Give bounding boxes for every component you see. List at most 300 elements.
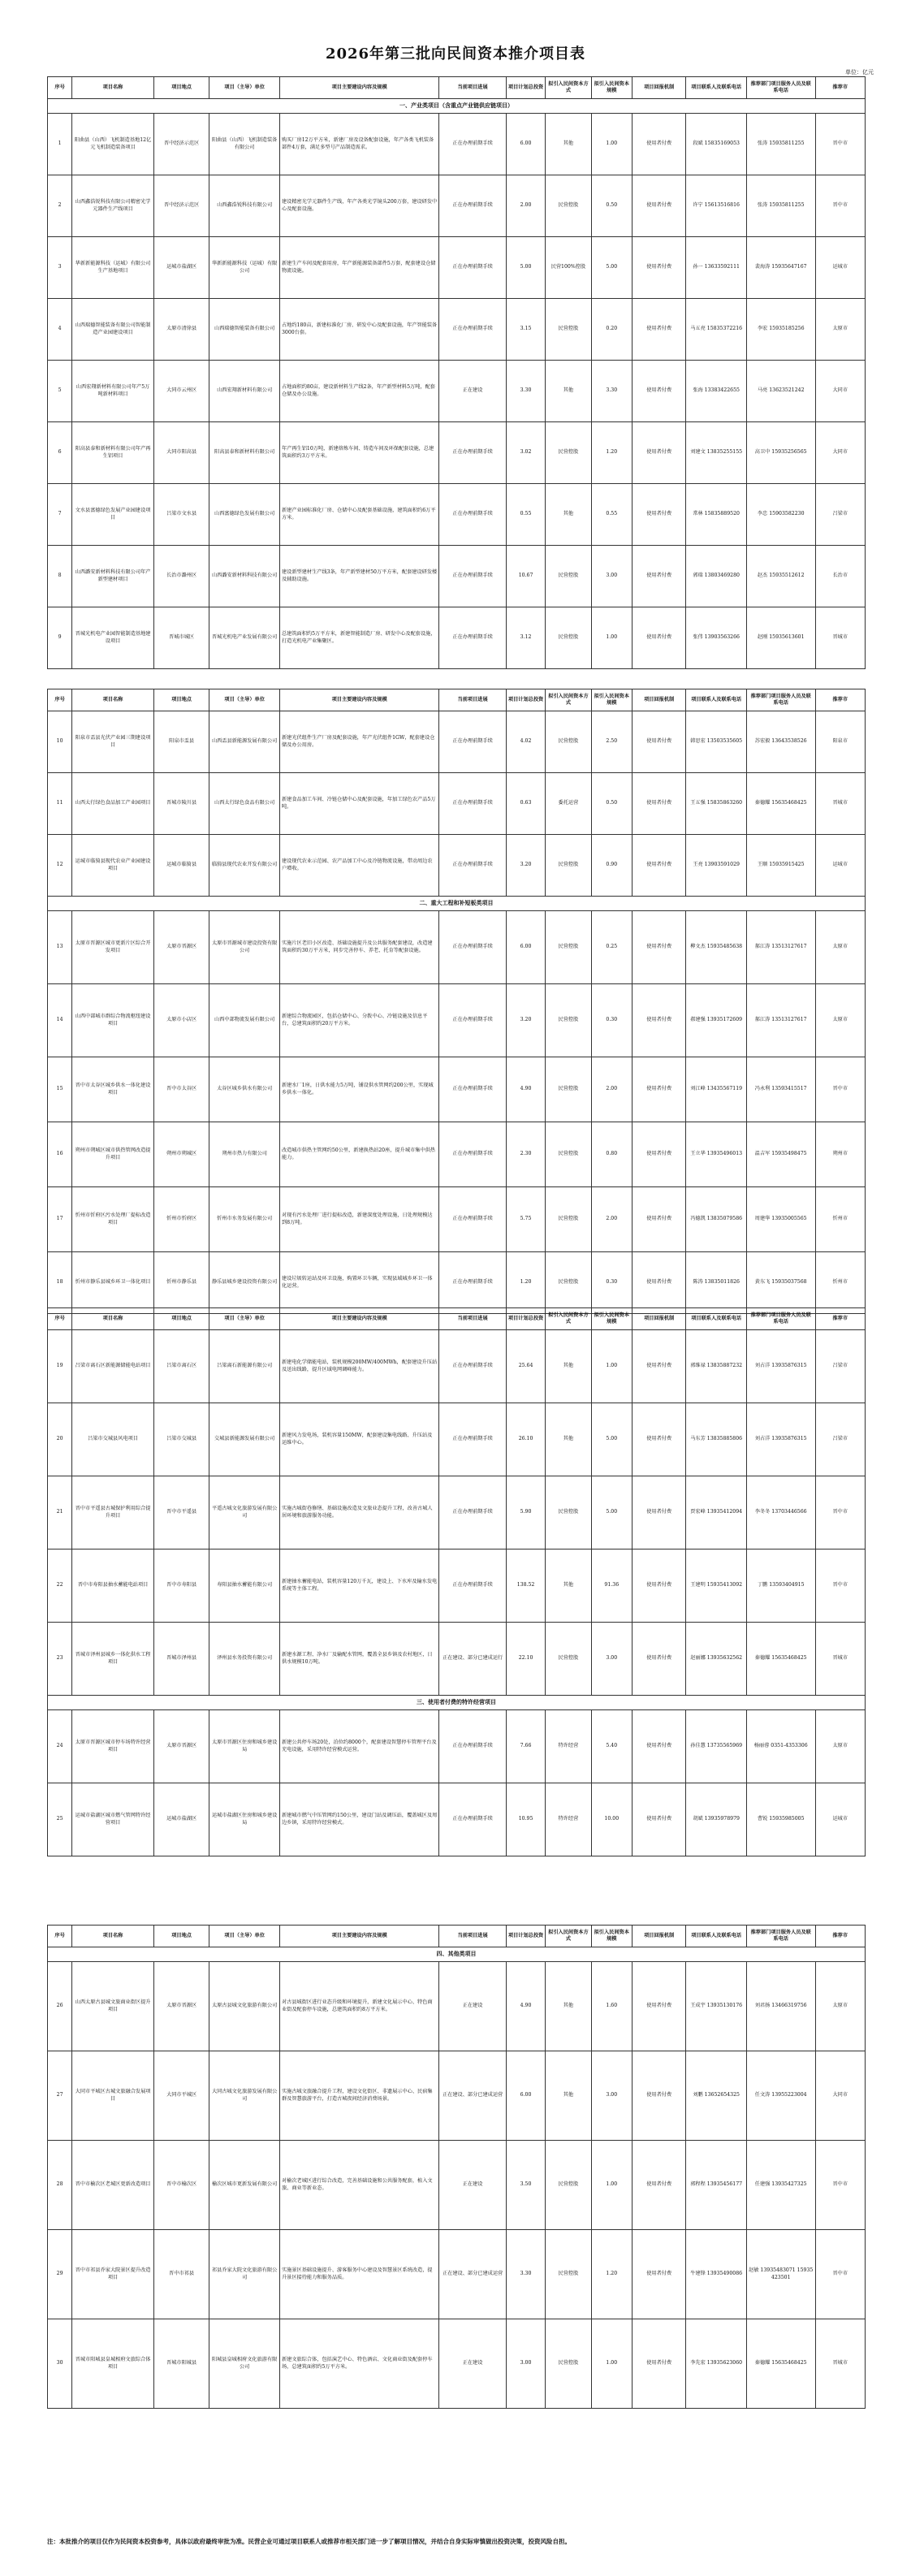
cell-owner: 太原市晋源城市建设投资有限公司 [209, 911, 280, 984]
cell-contact: 郭程程 13935456177 [686, 2141, 747, 2230]
cell-no: 30 [48, 2319, 72, 2409]
cell-desc: 新建综合物流园区，包括仓储中心、分拨中心、冷链设施及信息平台，总建筑面积约20万平方米。 [279, 984, 438, 1057]
table-row [48, 1187, 866, 1252]
cell-loc: 大同市阳高县 [153, 422, 209, 484]
cell-no: 21 [48, 1476, 72, 1549]
cell-inv: 3.00 [506, 2319, 545, 2409]
table-row [48, 711, 866, 773]
cell-name: 晋城光机电产业园智能制造基地建设项目 [72, 607, 154, 669]
cell-no: 25 [48, 1783, 72, 1856]
cell-name: 忻州市忻府区污水处理厂提标改造项目 [72, 1187, 154, 1252]
cell-mode: 民营控股 [546, 1476, 591, 1549]
cell-contact: 郝建强 13935172609 [686, 984, 747, 1057]
cell-scale: 5.00 [591, 1403, 632, 1476]
table-row [48, 484, 866, 546]
cell-service: 李忠 15903582230 [746, 484, 815, 546]
column-header: 拟引入民间资本方式 [546, 1926, 591, 1947]
cell-mode: 民营控股 [546, 2230, 591, 2319]
cell-loc: 晋中市平遥县 [153, 1476, 209, 1549]
cell-no: 18 [48, 1252, 72, 1314]
cell-stage: 正在办理前期手续 [439, 984, 507, 1057]
column-header: 项目主要建设内容及规模 [279, 1308, 438, 1330]
cell-loc: 晋城市城区 [153, 607, 209, 669]
cell-service: 冯永利 13593415517 [746, 1057, 815, 1122]
cell-contact: 刘建文 13835255155 [686, 422, 747, 484]
cell-scale: 0.80 [591, 1122, 632, 1187]
project-table-page-3 [47, 1307, 866, 1856]
column-header: 项目回报机制 [632, 77, 685, 99]
cell-desc: 新建水厂1座，日供水能力5万吨，铺设供水管网约200公里，实现城乡供水一体化。 [279, 1057, 438, 1122]
cell-loc: 大同市平城区 [153, 2051, 209, 2141]
project-table-page-4 [47, 1925, 866, 2409]
cell-inv: 4.90 [506, 1962, 545, 2051]
cell-ret: 使用者付费 [632, 1330, 685, 1403]
cell-no: 5 [48, 361, 72, 422]
cell-contact: 刘江峰 13435567119 [686, 1057, 747, 1122]
cell-no: 7 [48, 484, 72, 546]
project-table-page-1 [47, 76, 866, 669]
cell-contact: 柳文杰 15935485638 [686, 911, 747, 984]
cell-ret: 使用者付费 [632, 175, 685, 237]
column-header: 项目联系人及联系电话 [686, 689, 747, 711]
cell-city: 太原市 [815, 1710, 866, 1783]
cell-desc: 建设现代农业示范园、农产品加工中心及冷链物流设施，带动周边农户增收。 [279, 835, 438, 897]
cell-service: 赵敏 13935483071 15935423501 [746, 2230, 815, 2319]
cell-city: 阳泉市 [815, 711, 866, 773]
cell-name: 华新新能源科技（运城）有限公司生产基地项目 [72, 237, 154, 299]
cell-service: 刘占洋 13935876315 [746, 1403, 815, 1476]
cell-service: 温吉军 15935498475 [746, 1122, 815, 1187]
cell-scale: 2.00 [591, 1187, 632, 1252]
cell-inv: 138.52 [506, 1549, 545, 1623]
table-row [48, 607, 866, 669]
cell-stage: 正在办理前期手续 [439, 1403, 507, 1476]
cell-ret: 使用者付费 [632, 984, 685, 1057]
table-row [48, 299, 866, 361]
column-header: 项目计划总投资 [506, 77, 545, 99]
cell-no: 27 [48, 2051, 72, 2141]
header-row [48, 77, 866, 99]
cell-mode: 民营控股 [546, 1122, 591, 1187]
cell-no: 13 [48, 911, 72, 984]
cell-mode: 其他 [546, 1549, 591, 1623]
cell-ret: 使用者付费 [632, 2319, 685, 2409]
cell-city: 晋中市 [815, 175, 866, 237]
cell-ret: 使用者付费 [632, 422, 685, 484]
cell-mode: 民营控股 [546, 175, 591, 237]
cell-no: 9 [48, 607, 72, 669]
cell-mode: 民营控股 [546, 2319, 591, 2409]
table-row [48, 2141, 866, 2230]
column-header: 推荐部门项目服务人员及联系电话 [746, 1308, 815, 1330]
section-title: 二、重大工程和补短板类项目 [48, 897, 866, 911]
cell-no: 11 [48, 773, 72, 835]
cell-scale: 3.00 [591, 1623, 632, 1696]
cell-desc: 总建筑面积约5万平方米，新建智能制造厂房、研发中心及配套设施，打造光机电产业集聚区。 [279, 607, 438, 669]
cell-inv: 4.02 [506, 711, 545, 773]
cell-scale: 1.20 [591, 422, 632, 484]
cell-loc: 太原市晋源区 [153, 911, 209, 984]
cell-service: 苏宏毅 13643538526 [746, 711, 815, 773]
cell-stage: 正在建设、部分已建成运行 [439, 1623, 507, 1696]
cell-owner: 榆次区城市更新发展有限公司 [209, 2141, 280, 2230]
cell-desc: 新建公共停车场20处，泊位约8000个，配套建设智慧停车管理平台及充电设施，采用特许经营模式运营。 [279, 1710, 438, 1783]
table-row [48, 2051, 866, 2141]
cell-service: 王顺 15935915425 [746, 835, 815, 897]
cell-city: 晋中市 [815, 114, 866, 175]
cell-stage: 正在办理前期手续 [439, 711, 507, 773]
cell-name: 阳曲县（山西）飞机制造基地12亿元飞机制造装备项目 [72, 114, 154, 175]
cell-desc: 实施古城文旅融合提升工程，建设文化街区、非遗展示中心、民宿集群及智慧旅游平台，打造古城夜间经济消费场景。 [279, 2051, 438, 2141]
cell-ret: 使用者付费 [632, 2141, 685, 2230]
cell-inv: 3.30 [506, 2230, 545, 2319]
column-header: 项目计划总投资 [506, 689, 545, 711]
cell-loc: 晋中市寿阳县 [153, 1549, 209, 1623]
cell-owner: 山西宏翔新材料有限公司 [209, 361, 280, 422]
header-row [48, 1308, 866, 1330]
cell-no: 19 [48, 1330, 72, 1403]
section-title: 三、使用者付费的特许经营项目 [48, 1696, 866, 1710]
cell-name: 山西太原古县城文旅商业街区提升项目 [72, 1962, 154, 2051]
table-row [48, 1252, 866, 1314]
cell-scale: 91.36 [591, 1549, 632, 1623]
cell-owner: 临猗县现代农业开发有限公司 [209, 835, 280, 897]
column-header: 项目计划总投资 [506, 1926, 545, 1947]
cell-ret: 使用者付费 [632, 299, 685, 361]
cell-no: 20 [48, 1403, 72, 1476]
cell-desc: 新建产业园标准化厂房、仓储中心及配套基础设施，建筑面积约6万平方米。 [279, 484, 438, 546]
cell-loc: 运城市临猗县 [153, 835, 209, 897]
cell-contact: 贾宏峰 13935412094 [686, 1476, 747, 1549]
cell-owner: 忻州市水务发展有限公司 [209, 1187, 280, 1252]
cell-mode: 特许经营 [546, 1783, 591, 1856]
cell-owner: 大同古城文化旅游发展有限公司 [209, 2051, 280, 2141]
cell-stage: 正在办理前期手续 [439, 1057, 507, 1122]
cell-stage: 正在办理前期手续 [439, 773, 507, 835]
cell-stage: 正在办理前期手续 [439, 422, 507, 484]
column-header: 推荐部门项目服务人员及联系电话 [746, 77, 815, 99]
table-row [48, 911, 866, 984]
cell-no: 22 [48, 1549, 72, 1623]
cell-desc: 占地面积约80亩，建设新材料生产线2条，年产新型材料5万吨，配套仓储及办公设施。 [279, 361, 438, 422]
cell-owner: 太谷区城乡供水有限公司 [209, 1057, 280, 1122]
cell-no: 26 [48, 1962, 72, 2051]
cell-stage: 正在办理前期手续 [439, 237, 507, 299]
cell-contact: 胡斌 13935978979 [686, 1783, 747, 1856]
column-header: 项目主要建设内容及规模 [279, 1926, 438, 1947]
cell-stage: 正在办理前期手续 [439, 299, 507, 361]
cell-ret: 使用者付费 [632, 114, 685, 175]
cell-mode: 民营控股 [546, 1057, 591, 1122]
column-header: 拟引入民间资本方式 [546, 77, 591, 99]
cell-inv: 22.10 [506, 1623, 545, 1696]
cell-loc: 长治市潞州区 [153, 546, 209, 607]
column-header: 推荐部门项目服务人员及联系电话 [746, 689, 815, 711]
cell-no: 29 [48, 2230, 72, 2319]
cell-loc: 运城市盐湖区 [153, 1783, 209, 1856]
cell-desc: 新建抽水蓄能电站，装机容量120万千瓦，建设上、下水库及输水发电系统等主体工程。 [279, 1549, 438, 1623]
cell-city: 晋中市 [815, 1549, 866, 1623]
cell-city: 晋城市 [815, 607, 866, 669]
column-header: 项目名称 [72, 1926, 154, 1947]
cell-scale: 1.60 [591, 1962, 632, 2051]
cell-mode: 民营控股 [546, 546, 591, 607]
cell-scale: 5.40 [591, 1710, 632, 1783]
section-title: 一、产业类项目（含重点产业链供应链项目） [48, 99, 866, 114]
column-header: 项目地点 [153, 1926, 209, 1947]
table-row [48, 1057, 866, 1122]
cell-owner: 吕梁离石新能源有限公司 [209, 1330, 280, 1403]
cell-stage: 正在办理前期手续 [439, 1252, 507, 1314]
cell-name: 运城市盐湖区城市燃气管网特许经营项目 [72, 1783, 154, 1856]
cell-mode: 民营100%控股 [546, 237, 591, 299]
cell-inv: 3.12 [506, 607, 545, 669]
section-title: 四、其他类项目 [48, 1947, 866, 1962]
cell-service: 马亮 13623521242 [746, 361, 815, 422]
cell-stage: 正在办理前期手续 [439, 1330, 507, 1403]
cell-ret: 使用者付费 [632, 1057, 685, 1122]
column-header: 序号 [48, 1926, 72, 1947]
cell-service: 秦德耀 15635468425 [746, 1623, 815, 1696]
cell-desc: 实施片区老旧小区改造、基础设施提升及公共服务配套建设，改造建筑面积约30万平方米，同步完善停车、养老、托育等配套设施。 [279, 911, 438, 984]
cell-mode: 委托运营 [546, 773, 591, 835]
cell-owner: 朔州市热力有限公司 [209, 1122, 280, 1187]
section-row [48, 99, 866, 114]
cell-desc: 新建电化学储能电站，装机规模200MW/400MWh，配套建设升压站及送出线路，提升区域电网调峰能力。 [279, 1330, 438, 1403]
cell-loc: 晋城市泽州县 [153, 1623, 209, 1696]
cell-scale: 1.00 [591, 2319, 632, 2409]
cell-city: 长治市 [815, 546, 866, 607]
table-row [48, 546, 866, 607]
column-header: 当前项目进展 [439, 1308, 507, 1330]
table-row [48, 1403, 866, 1476]
cell-stage: 正在建设、部分已建成运营 [439, 2230, 507, 2319]
table-row [48, 1962, 866, 2051]
column-header: 当前项目进展 [439, 1926, 507, 1947]
cell-stage: 正在建设 [439, 361, 507, 422]
table-row [48, 361, 866, 422]
cell-stage: 正在建设 [439, 2141, 507, 2230]
cell-mode: 其他 [546, 114, 591, 175]
column-header: 拟引入民间资本规模 [591, 1926, 632, 1947]
cell-desc: 新建光伏组件生产厂房及配套设施，年产光伏组件1GW，配套建设仓储及办公用房。 [279, 711, 438, 773]
cell-city: 运城市 [815, 237, 866, 299]
cell-name: 山西鑫浩锐科技有限公司精密光学元器件生产线项目 [72, 175, 154, 237]
cell-city: 太原市 [815, 911, 866, 984]
cell-name: 山西中部城市群综合物流枢纽建设项目 [72, 984, 154, 1057]
cell-ret: 使用者付费 [632, 1623, 685, 1696]
cell-scale: 0.50 [591, 175, 632, 237]
cell-owner: 阳曲县（山西）飞机制造装备有限公司 [209, 114, 280, 175]
cell-no: 15 [48, 1057, 72, 1122]
column-header: 当前项目进展 [439, 689, 507, 711]
cell-desc: 建设垃圾转运站及环卫设施，购置环卫车辆，实现县域城乡环卫一体化运营。 [279, 1252, 438, 1314]
cell-ret: 使用者付费 [632, 2051, 685, 2141]
cell-contact: 许宁 15613516816 [686, 175, 747, 237]
cell-name: 晋城市阳城县皇城相府文旅综合体项目 [72, 2319, 154, 2409]
cell-inv: 3.15 [506, 299, 545, 361]
table-row [48, 1623, 866, 1696]
cell-name: 太原市晋源区城市停车场特许经营项目 [72, 1710, 154, 1783]
cell-contact: 王五强 15835863260 [686, 773, 747, 835]
cell-contact: 张海 13383422655 [686, 361, 747, 422]
cell-city: 晋城市 [815, 2319, 866, 2409]
cell-desc: 新建食品加工车间、冷链仓储中心及配套设施，年加工绿色农产品5万吨。 [279, 773, 438, 835]
cell-stage: 正在办理前期手续 [439, 607, 507, 669]
cell-scale: 1.00 [591, 2141, 632, 2230]
cell-mode: 民营控股 [546, 1187, 591, 1252]
cell-ret: 使用者付费 [632, 911, 685, 984]
cell-service: 李冬冬 13703446566 [746, 1476, 815, 1549]
cell-owner: 运城市盐湖区住房和城乡建设局 [209, 1783, 280, 1856]
column-header: 项目名称 [72, 1308, 154, 1330]
cell-loc: 太原市小店区 [153, 984, 209, 1057]
cell-name: 太原市晋源区城市更新片区综合开发项目 [72, 911, 154, 984]
cell-mode: 其他 [546, 361, 591, 422]
cell-no: 12 [48, 835, 72, 897]
cell-loc: 太原市晋源区 [153, 1710, 209, 1783]
cell-desc: 对古县城街区进行业态升级和环境提升，新建文化展示中心、特色商业街及配套停车设施，总建筑面积约8万平方米。 [279, 1962, 438, 2051]
cell-scale: 3.00 [591, 546, 632, 607]
project-table-page-2 [47, 689, 866, 1314]
table-row [48, 237, 866, 299]
column-header: 当前项目进展 [439, 77, 507, 99]
cell-service: 郝江涛 13513127617 [746, 984, 815, 1057]
column-header: 拟引入民间资本规模 [591, 77, 632, 99]
cell-stage: 正在办理前期手续 [439, 911, 507, 984]
cell-name: 山西宏翔新材料有限公司年产5万吨新材料项目 [72, 361, 154, 422]
cell-loc: 吕梁市交城县 [153, 1403, 209, 1476]
cell-scale: 2.50 [591, 711, 632, 773]
cell-no: 28 [48, 2141, 72, 2230]
table-row [48, 1710, 866, 1783]
cell-inv: 1.20 [506, 1252, 545, 1314]
cell-city: 忻州市 [815, 1252, 866, 1314]
cell-service: 郝江涛 13513127617 [746, 911, 815, 984]
cell-ret: 使用者付费 [632, 546, 685, 607]
cell-inv: 5.90 [506, 1476, 545, 1549]
cell-mode: 其他 [546, 2051, 591, 2141]
cell-scale: 0.20 [591, 299, 632, 361]
cell-stage: 正在建设、部分已建成运营 [439, 2051, 507, 2141]
table-row [48, 835, 866, 897]
cell-mode: 民营控股 [546, 607, 591, 669]
cell-owner: 华新新能源科技（运城）有限公司 [209, 237, 280, 299]
cell-name: 运城市临猗县现代农业产业园建设项目 [72, 835, 154, 897]
column-header: 推荐市 [815, 77, 866, 99]
cell-service: 李宏 15935185256 [746, 299, 815, 361]
table-row [48, 1549, 866, 1623]
cell-owner: 平遥古城文化旅游发展有限公司 [209, 1476, 280, 1549]
cell-scale: 1.00 [591, 114, 632, 175]
column-header: 拟引入民间资本规模 [591, 1308, 632, 1330]
cell-stage: 正在办理前期手续 [439, 484, 507, 546]
cell-scale: 0.25 [591, 911, 632, 984]
cell-owner: 寿阳县抽水蓄能有限公司 [209, 1549, 280, 1623]
cell-desc: 实施古城街巷修缮、基础设施改造及文旅业态提升工程，改善古城人居环境和旅游服务功能。 [279, 1476, 438, 1549]
header-row [48, 1926, 866, 1947]
cell-contact: 赵丽娜 13935632562 [686, 1623, 747, 1696]
cell-city: 大同市 [815, 2051, 866, 2141]
cell-name: 吕梁市交城县风电项目 [72, 1403, 154, 1476]
unit-label: 单位：亿元 [845, 69, 874, 76]
cell-mode: 民营控股 [546, 2141, 591, 2230]
section-row [48, 1947, 866, 1962]
cell-contact: 牛建锋 13935490086 [686, 2230, 747, 2319]
column-header: 项目名称 [72, 689, 154, 711]
cell-owner: 山西富德绿色发展有限公司 [209, 484, 280, 546]
cell-no: 23 [48, 1623, 72, 1696]
column-header: 序号 [48, 689, 72, 711]
cell-inv: 6.00 [506, 911, 545, 984]
column-header: 项目回报机制 [632, 1308, 685, 1330]
footnote: 注：本批推介的项目仅作为民间资本投资参考，具体以政府最终审批为准。民营企业可通过项目联系人或推荐市相关部门进一步了解项目情况，并结合自身实际审慎做出投资决策，投资风险自担。 [47, 2538, 571, 2545]
cell-name: 晋中市祁县乔家大院景区提升改造项目 [72, 2230, 154, 2319]
cell-owner: 山西太行绿色食品有限公司 [209, 773, 280, 835]
cell-mode: 特许经营 [546, 1710, 591, 1783]
column-header: 项目联系人及联系电话 [686, 77, 747, 99]
cell-desc: 对现有污水处理厂进行提标改造，新建深度处理设施，日处理规模达到8万吨。 [279, 1187, 438, 1252]
table-row [48, 1122, 866, 1187]
cell-desc: 实施景区基础设施提升、游客服务中心建设及智慧景区系统改造，提升景区接待能力和服务品质。 [279, 2230, 438, 2319]
cell-service: 赵刚 15935613601 [746, 607, 815, 669]
cell-name: 大同市平城区古城文旅融合发展项目 [72, 2051, 154, 2141]
cell-loc: 吕梁市离石区 [153, 1330, 209, 1403]
cell-inv: 5.00 [506, 237, 545, 299]
cell-city: 大同市 [815, 422, 866, 484]
cell-loc: 大同市云州区 [153, 361, 209, 422]
cell-name: 阳泉市盂县光伏产业园三期建设项目 [72, 711, 154, 773]
column-header: 项目联系人及联系电话 [686, 1308, 747, 1330]
cell-scale: 0.50 [591, 773, 632, 835]
cell-desc: 购买厂房12万平方米，新建厂房及设备配套设施，年产各类飞机装备部件4万套，满足多型号产品制造需求。 [279, 114, 438, 175]
cell-loc: 忻州市静乐县 [153, 1252, 209, 1314]
cell-city: 朔州市 [815, 1122, 866, 1187]
cell-ret: 使用者付费 [632, 835, 685, 897]
cell-desc: 新建文旅综合体，包括演艺中心、特色酒店、文化商业街及配套停车场，总建筑面积约5万平方米。 [279, 2319, 438, 2409]
cell-loc: 晋城市陵川县 [153, 773, 209, 835]
cell-contact: 李先宏 13935623060 [686, 2319, 747, 2409]
column-header: 项目回报机制 [632, 1926, 685, 1947]
cell-ret: 使用者付费 [632, 1403, 685, 1476]
cell-desc: 占地约180亩，新建标准化厂房、研发中心及配套设施，年产智能装备3000台套。 [279, 299, 438, 361]
cell-loc: 晋中市太谷区 [153, 1057, 209, 1122]
cell-name: 晋中市平遥县古城保护利用综合提升项目 [72, 1476, 154, 1549]
column-header: 推荐市 [815, 1926, 866, 1947]
cell-service: 刘君扬 13466319756 [746, 1962, 815, 2051]
cell-owner: 阳城县皇城相府文化旅游有限公司 [209, 2319, 280, 2409]
table-row [48, 422, 866, 484]
cell-owner: 山西潞安新材料科技有限公司 [209, 546, 280, 607]
section-row [48, 897, 866, 911]
cell-ret: 使用者付费 [632, 1549, 685, 1623]
cell-city: 晋中市 [815, 1476, 866, 1549]
cell-inv: 2.00 [506, 175, 545, 237]
column-header: 项目（主导）单位 [209, 689, 280, 711]
cell-no: 10 [48, 711, 72, 773]
cell-owner: 太原古县城文化旅游有限公司 [209, 1962, 280, 2051]
cell-mode: 民营控股 [546, 711, 591, 773]
cell-city: 晋城市 [815, 773, 866, 835]
table-row [48, 1476, 866, 1549]
cell-service: 刘占洋 13935876315 [746, 1330, 815, 1403]
cell-desc: 建设精密光学元器件生产线，年产各类光学镜头200万套，建设研发中心及配套设施。 [279, 175, 438, 237]
cell-inv: 5.75 [506, 1187, 545, 1252]
cell-mode: 其他 [546, 1330, 591, 1403]
cell-owner: 山西中部物流发展有限公司 [209, 984, 280, 1057]
cell-ret: 使用者付费 [632, 361, 685, 422]
column-header: 序号 [48, 77, 72, 99]
